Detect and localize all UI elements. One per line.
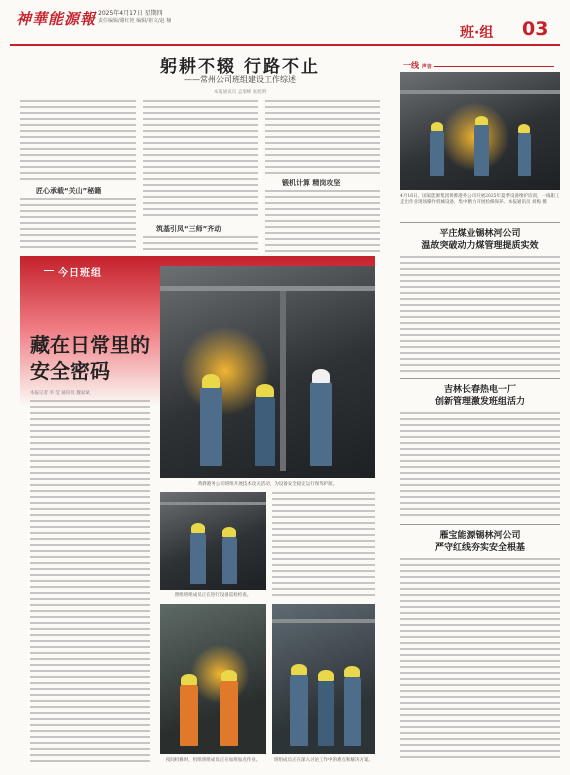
newspaper-logo: 神華能源報: [16, 10, 97, 28]
feature-text-col1: [30, 400, 150, 762]
column-tag: 今日班组: [58, 268, 102, 279]
right-story1-headline: 平庄煤业锡林河公司 温故突破动力煤管理提质实效: [421, 229, 539, 251]
feature-caption-bottom-right: 班组成员正在深入讨论工作中的难点和解决方案。: [274, 758, 373, 763]
right-story2-text: [400, 412, 560, 520]
right-divider-2: [400, 378, 560, 379]
right-story3-text: [400, 558, 560, 762]
lead-byline: 本报通讯员 孟瑞峰 张旭明: [213, 90, 267, 95]
right-story2-headline: 吉林长春热电一厂 创新管理激发班组活力: [434, 385, 525, 407]
page-number: 03: [522, 18, 549, 40]
header-rule: [10, 44, 560, 46]
lead-text-col3: [265, 100, 380, 174]
lead-text-col3b: [265, 190, 380, 254]
masthead: [10, 8, 560, 46]
feature-photo-night: [160, 604, 266, 754]
lead-subheadline: ——常州公司班组建设工作综述: [184, 75, 296, 84]
right-story1-text: [400, 256, 560, 374]
feature-caption-top: 黄骅港务公司班组开展技术攻关活动，为设备安全稳定运行保驾护航。: [197, 482, 338, 487]
photo-workers-training: [400, 72, 560, 190]
lead-text-col2: [143, 100, 258, 218]
lead-subhead-1: 匠心承载“关山”秘籍: [36, 187, 102, 195]
right-divider-3: [400, 524, 560, 525]
feature-title: 藏在日常里的安全密码: [30, 333, 150, 383]
column-label-rule: [434, 66, 554, 67]
feature-caption-left: 照组班组成员正在进行设备巡检检查。: [174, 593, 252, 598]
feature-text-col3: [272, 492, 375, 600]
lead-subhead-2: 筑基引凤“三师”齐动: [156, 225, 222, 233]
section-name: 班·组: [460, 25, 494, 41]
issue-date: 2025年4月17日 星期四: [98, 10, 163, 17]
feature-byline: 本报记者 李 莹 通讯员 魏家斌: [30, 391, 90, 396]
right-story3-headline: 雁宝能源锡林河公司 严守红线夯实安全根基: [434, 531, 525, 553]
lead-text-col1b: [20, 198, 136, 252]
issue-editors: 责任编辑/谢红艳 编辑/祖文/赵 楠: [98, 18, 172, 24]
photo-caption-right: 4月16日，国家能源集团黄骅港务公司开展2025年夏季设备维护培训，一线职工走出作业现场操作机械设备，集中精力开展检修保养。本报通讯员 刘梅 摄: [400, 194, 560, 205]
feature-photo-inspection: [160, 492, 266, 590]
column-tag-rule: [44, 270, 54, 271]
feature-photo-main: [160, 266, 375, 478]
feature-photo-discussion: [272, 604, 375, 754]
lead-text-col2b: [143, 236, 258, 254]
feature-caption-bottom-left: 夜间检修时，机组班组成员正在加班加点作业。: [165, 758, 261, 763]
right-divider-1: [400, 222, 560, 223]
column-label-yixian: 一线 声音: [403, 61, 432, 70]
lead-subhead-3: 锻机计算 精岗攻坚: [282, 179, 341, 187]
lead-headline: 躬耕不辍 行路不止: [160, 57, 320, 77]
lead-text-col1: [20, 100, 136, 180]
